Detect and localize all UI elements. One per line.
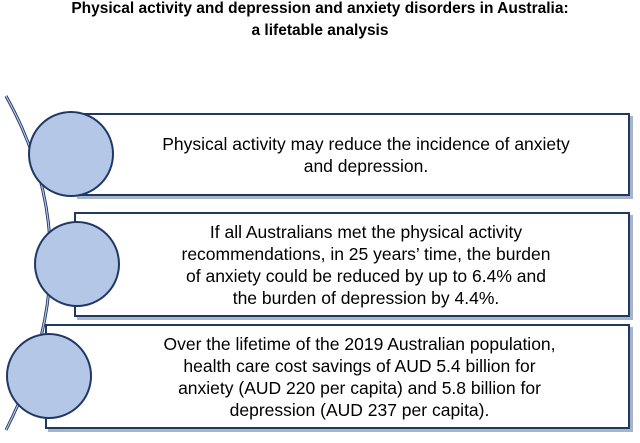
step-2-line-1: If all Australians met the physical activity (209, 221, 523, 242)
step-3-line-3: anxiety (AUD 220 per capita) and 5.8 billion for (178, 377, 541, 398)
step-1-line-2: and depression. (303, 155, 429, 176)
step-2-line-3: of anxiety could be reduced by up to 6.4% and (186, 265, 546, 286)
step-3-line-2: health care cost savings of AUD 5.4 billion for (183, 355, 536, 376)
step-2-line-4: the burden of depression by 4.4%. (232, 287, 500, 308)
step-circle-3 (6, 333, 92, 419)
step-box-2 (74, 212, 630, 317)
step-1-line-1: Physical activity may reduce the incidence of anxiety (162, 133, 570, 154)
step-circle-1 (28, 111, 114, 197)
title-line-2: a lifetable analysis (251, 22, 389, 39)
step-3-line-1: Over the lifetime of the 2019 Australian population, (163, 333, 556, 354)
step-2-line-2: recommendations, in 25 years’ time, the burden (181, 243, 551, 264)
step-box-1 (74, 113, 630, 196)
step-circle-2 (34, 221, 120, 307)
step-3-line-4: depression (AUD 237 per capita). (229, 399, 490, 420)
title-line-1: Physical activity and depression and anxiety disorders in Australia: (71, 0, 569, 17)
step-box-3 (45, 324, 630, 429)
